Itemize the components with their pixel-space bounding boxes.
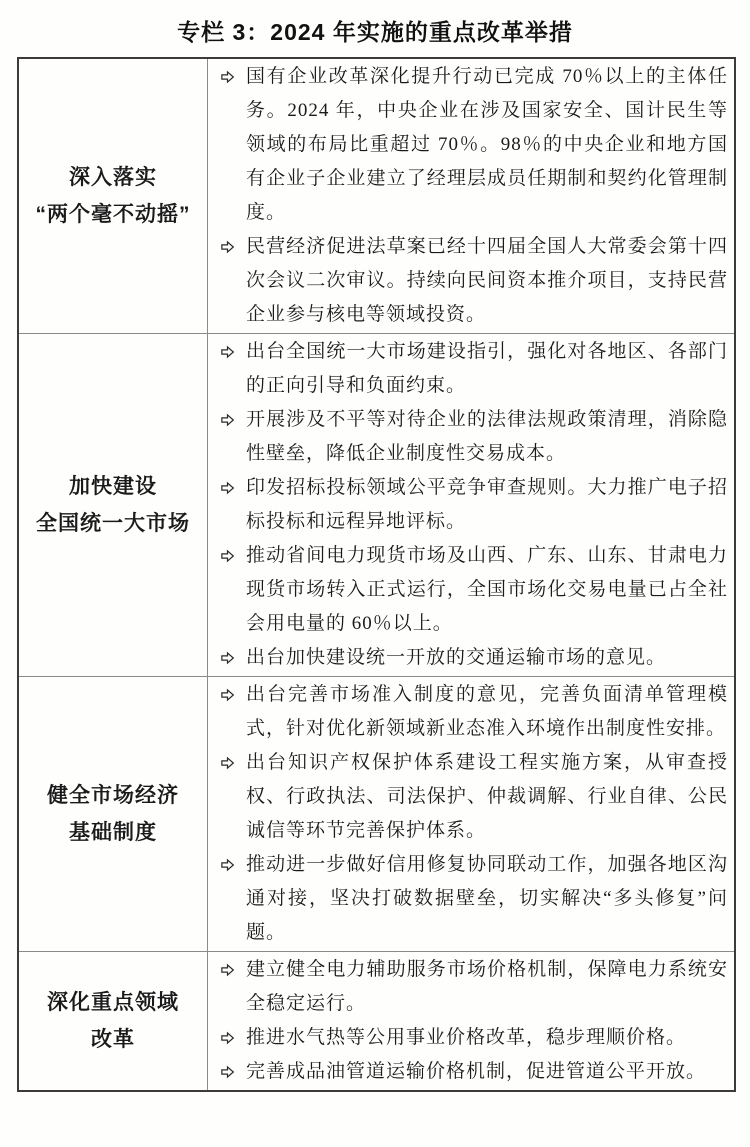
row-category-header-line: 加快建设 xyxy=(69,475,157,498)
right-arrow-bullet-icon xyxy=(208,953,246,977)
right-arrow-bullet-icon xyxy=(208,1055,246,1079)
row-category-header-line: “两个毫不动摇” xyxy=(35,203,191,226)
row-category-header-line: 深化重点领域 xyxy=(47,991,179,1014)
row-category-header-line: 深入落实 xyxy=(69,166,157,189)
row-category-header xyxy=(19,677,208,951)
right-arrow-bullet-icon xyxy=(208,335,246,359)
measure-text: 建立健全电力辅助服务市场价格机制，保障电力系统安全稳定运行。 xyxy=(246,959,728,1014)
measure-text: 国有企业改革深化提升行动已完成 70％以上的主体任务。2024 年，中央企业在涉及国家安全、国计民生等领域的布局比重超过 70％。98％的中央企业和地方国有企业子企业建立了经理层成员任期制和契约化管理制度。 xyxy=(246,66,728,223)
row-category-header-line: 全国统一大市场 xyxy=(36,512,190,535)
list-item xyxy=(208,335,728,403)
right-arrow-bullet-icon xyxy=(208,848,246,872)
table-row xyxy=(19,59,734,334)
row-category-header-line: 基础制度 xyxy=(69,821,157,844)
list-item xyxy=(208,471,728,539)
right-arrow-bullet-icon xyxy=(208,746,246,770)
list-item xyxy=(208,678,728,746)
list-item xyxy=(208,1055,728,1089)
row-category-header xyxy=(19,334,208,676)
measure-text: 印发招标投标领域公平竞争审查规则。大力推广电子招标投标和远程异地评标。 xyxy=(246,477,728,532)
list-item xyxy=(208,539,728,641)
right-arrow-bullet-icon xyxy=(208,641,246,665)
measure-text: 出台完善市场准入制度的意见，完善负面清单管理模式，针对优化新领域新业态准入环境作出制度性安排。 xyxy=(246,684,728,739)
right-arrow-bullet-icon xyxy=(208,60,246,84)
right-arrow-bullet-icon xyxy=(208,230,246,254)
list-item xyxy=(208,230,728,332)
list-item xyxy=(208,403,728,471)
measure-text: 推动进一步做好信用修复协同联动工作，加强各地区沟通对接，坚决打破数据壁垒，切实解决“多头修复”问题。 xyxy=(246,854,728,943)
right-arrow-bullet-icon xyxy=(208,403,246,427)
measure-list xyxy=(208,60,728,332)
measure-text: 完善成品油管道运输价格机制，促进管道公平开放。 xyxy=(246,1061,707,1082)
list-item xyxy=(208,1021,728,1055)
measure-list xyxy=(208,335,728,675)
row-category-header xyxy=(19,59,208,333)
row-category-header xyxy=(19,952,208,1090)
row-content-cell xyxy=(208,334,734,676)
list-item xyxy=(208,848,728,950)
table-row xyxy=(19,677,734,952)
measure-text: 民营经济促进法草案已经十四届全国人大常委会第十四次会议二次审议。持续向民间资本推介项目，支持民营企业参与核电等领域投资。 xyxy=(246,236,728,325)
row-content-cell xyxy=(208,59,734,333)
list-item xyxy=(208,60,728,230)
measure-text: 出台知识产权保护体系建设工程实施方案，从审查授权、行政执法、司法保护、仲裁调解、行业自律、公民诚信等环节完善保护体系。 xyxy=(246,752,728,841)
right-arrow-bullet-icon xyxy=(208,1021,246,1045)
measure-text: 出台加快建设统一开放的交通运输市场的意见。 xyxy=(246,647,667,668)
table-row xyxy=(19,334,734,677)
row-category-header-line: 健全市场经济 xyxy=(47,784,179,807)
right-arrow-bullet-icon xyxy=(208,678,246,702)
list-item xyxy=(208,953,728,1021)
measure-text: 推动省间电力现货市场及山西、广东、山东、甘肃电力现货市场转入正式运行，全国市场化交易电量已占全社会用电量的 60％以上。 xyxy=(246,545,728,634)
reform-measures-table xyxy=(17,57,736,1092)
measure-text: 推进水气热等公用事业价格改革，稳步理顺价格。 xyxy=(246,1027,687,1048)
measure-list xyxy=(208,678,728,950)
table-row xyxy=(19,952,734,1090)
measure-list xyxy=(208,953,728,1089)
right-arrow-bullet-icon xyxy=(208,539,246,563)
row-category-header-line: 改革 xyxy=(91,1028,135,1051)
measure-text: 出台全国统一大市场建设指引，强化对各地区、各部门的正向引导和负面约束。 xyxy=(246,341,728,396)
measure-text: 开展涉及不平等对待企业的法律法规政策清理，消除隐性壁垒，降低企业制度性交易成本。 xyxy=(246,409,728,464)
row-content-cell xyxy=(208,677,734,951)
row-content-cell xyxy=(208,952,734,1090)
list-item xyxy=(208,641,728,675)
list-item xyxy=(208,746,728,848)
page-title: 专栏 3：2024 年实施的重点改革举措 xyxy=(177,19,573,45)
right-arrow-bullet-icon xyxy=(208,471,246,495)
